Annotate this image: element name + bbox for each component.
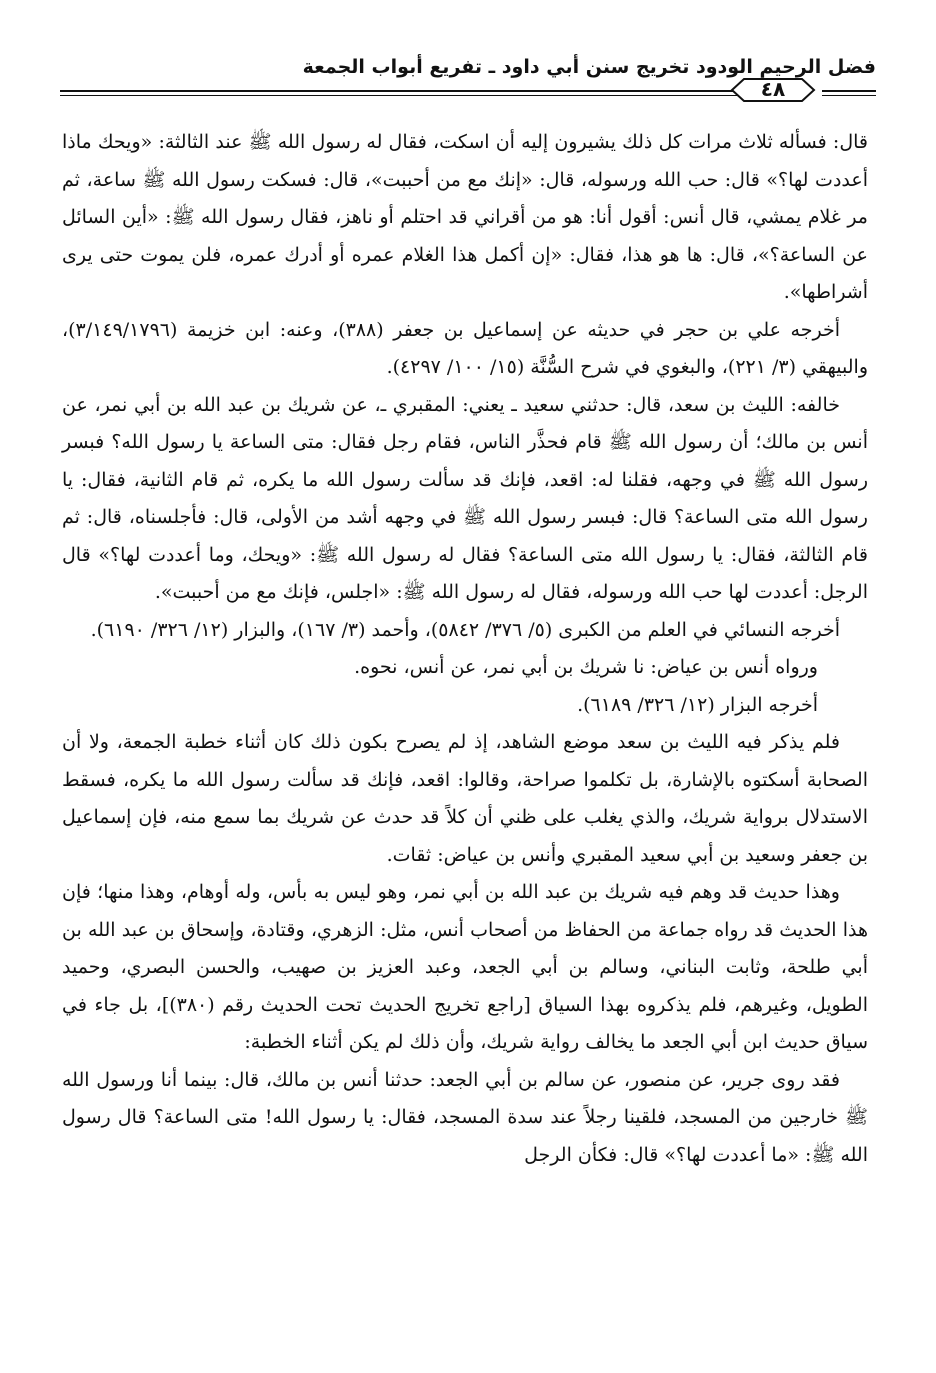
- paragraph-takhrij-3: أخرجه البزار (١٢/ ٣٢٦/ ٦١٨٩).: [577, 693, 818, 716]
- paragraph-jarir-narration: فقد روى جرير، عن منصور، عن سالم بن أبي الجعد: حدثنا أنس بن مالك، قال: بينما أنا ورسول الله ﷺ خارجين من المسجد، فلقينا رجلاً عند سدة المسجد، فقال: يا رسول الله! متى الساعة؟ قال رسول الله ﷺ: «ما أعددت لها؟» قال: فكأن الرجل: [62, 1068, 868, 1166]
- paragraph-anas-ayyad: ورواه أنس بن عياض: نا شريك بن أبي نمر، عن أنس، نحوه.: [354, 656, 818, 678]
- paragraph-hadith-continuation: قال: فسأله ثلاث مرات كل ذلك يشيرون إليه أن اسكت، فقال له رسول الله ﷺ عند الثالثة: «ويحك ماذا أعددت لها؟» قال: حب الله ورسوله، قال: «إنك مع من أحببت»، قال: فسكت رسول الله ﷺ ساعة، ثم مر غلام يمشي، قال أنس: أقول أنا: هو من أقراني قد احتلم أو ناهز، فقال رسول الله ﷺ: «أين السائل عن الساعة؟»، قال: ها هو هذا، فقال: «إن أكمل هذا الغلام عمره أو أدرك عمره، فلن يموت حتى يرى أشراطها».: [62, 131, 868, 303]
- running-title: فضل الرحيم الودود تخريج سنن أبي داود ـ تفريع أبواب الجمعة: [302, 56, 876, 78]
- page-number-badge: [728, 76, 818, 104]
- paragraph-discussion: فلم يذكر فيه الليث بن سعد موضع الشاهد، إذ لم يصرح بكون ذلك كان أثناء خطبة الجمعة، ولا أن الصحابة أسكتوه بالإشارة، بل تكلموا صراحة، وقالوا: اقعد، فإنك قد سألت رسول الله ما يكره، فسقط الاستدلال برواية شريك، والذي يغلب على ظني أن كلاً قد حدث عن شريك بما سمع منه، فإن إسماعيل بن جعفر وسعيد بن أبي سعيد المقبري وأنس بن عياض: ثقات.: [62, 731, 868, 866]
- paragraph-takhrij-1: أخرجه علي بن حجر في حديثه عن إسماعيل بن جعفر (٣٨٨)، وعنه: ابن خزيمة (٣/١٤٩/١٧٩٦)، والبيهقي (٣/ ٢٢١)، والبغوي في شرح السُّنَّة (١٥/ ١٠٠/ ٤٢٩٧).: [62, 318, 868, 378]
- page-header: [60, 52, 876, 132]
- paragraph-layth-version: خالفه: الليث بن سعد، قال: حدثني سعيد ـ يعني: المقبري ـ، عن شريك بن عبد الله بن أبي نمر، عن أنس بن مالك؛ أن رسول الله ﷺ قام فحذَّر الناس، فقام رجل فقال: متى الساعة يا رسول الله؟ فبسر رسول الله ﷺ في وجهه، فقلنا له: اقعد، فإنك قد سألت رسول الله ما يكره، ثم قام الثانية، فقال: يا رسول الله متى الساعة؟ قال: فبسر رسول الله ﷺ في وجهه أشد من الأولى، قال: فأجلسناه، قال: ثم قام الثالثة، فقال: يا رسول الله متى الساعة؟ فقال له رسول الله ﷺ: «ويحك، وما أعددت لها؟» قال الرجل: أعددت لها حب الله ورسوله، فقال له رسول الله ﷺ: «اجلس، فإنك مع من أحببت».: [62, 393, 868, 603]
- paragraph-sharik-error: وهذا حديث قد وهم فيه شريك بن عبد الله بن أبي نمر، وهو ليس به بأس، وله أوهام، وهذا منها؛ فإن هذا الحديث قد رواه جماعة من الحفاظ من أصحاب أنس، مثل: الزهري، وقتادة، وإسحاق بن عبد الله بن أبي طلحة، وثابت البناني، وسالم بن أبي الجعد، وعبد العزيز بن صهيب، والحسن البصري، وحميد الطويل، وغيرهم، فلم يذكروه بهذا السياق [راجع تخريج الحديث تحت الحديث رقم (٣٨٠)]، بل جاء في سياق حديث ابن أبي الجعد ما يخالف رواية شريك، وأن ذلك لم يكن أثناء الخطبة:: [62, 881, 868, 1053]
- page-body: [62, 124, 868, 1174]
- header-rule-right: [822, 90, 876, 96]
- paragraph-takhrij-2: أخرجه النسائي في العلم من الكبرى (٥/ ٣٧٦/ ٥٨٤٢)، وأحمد (٣/ ١٦٧)، والبزار (١٢/ ٣٢٦/ ٦١٩٠).: [90, 618, 840, 641]
- header-rule-left: [60, 90, 740, 96]
- page-number: ٤٨: [760, 77, 786, 101]
